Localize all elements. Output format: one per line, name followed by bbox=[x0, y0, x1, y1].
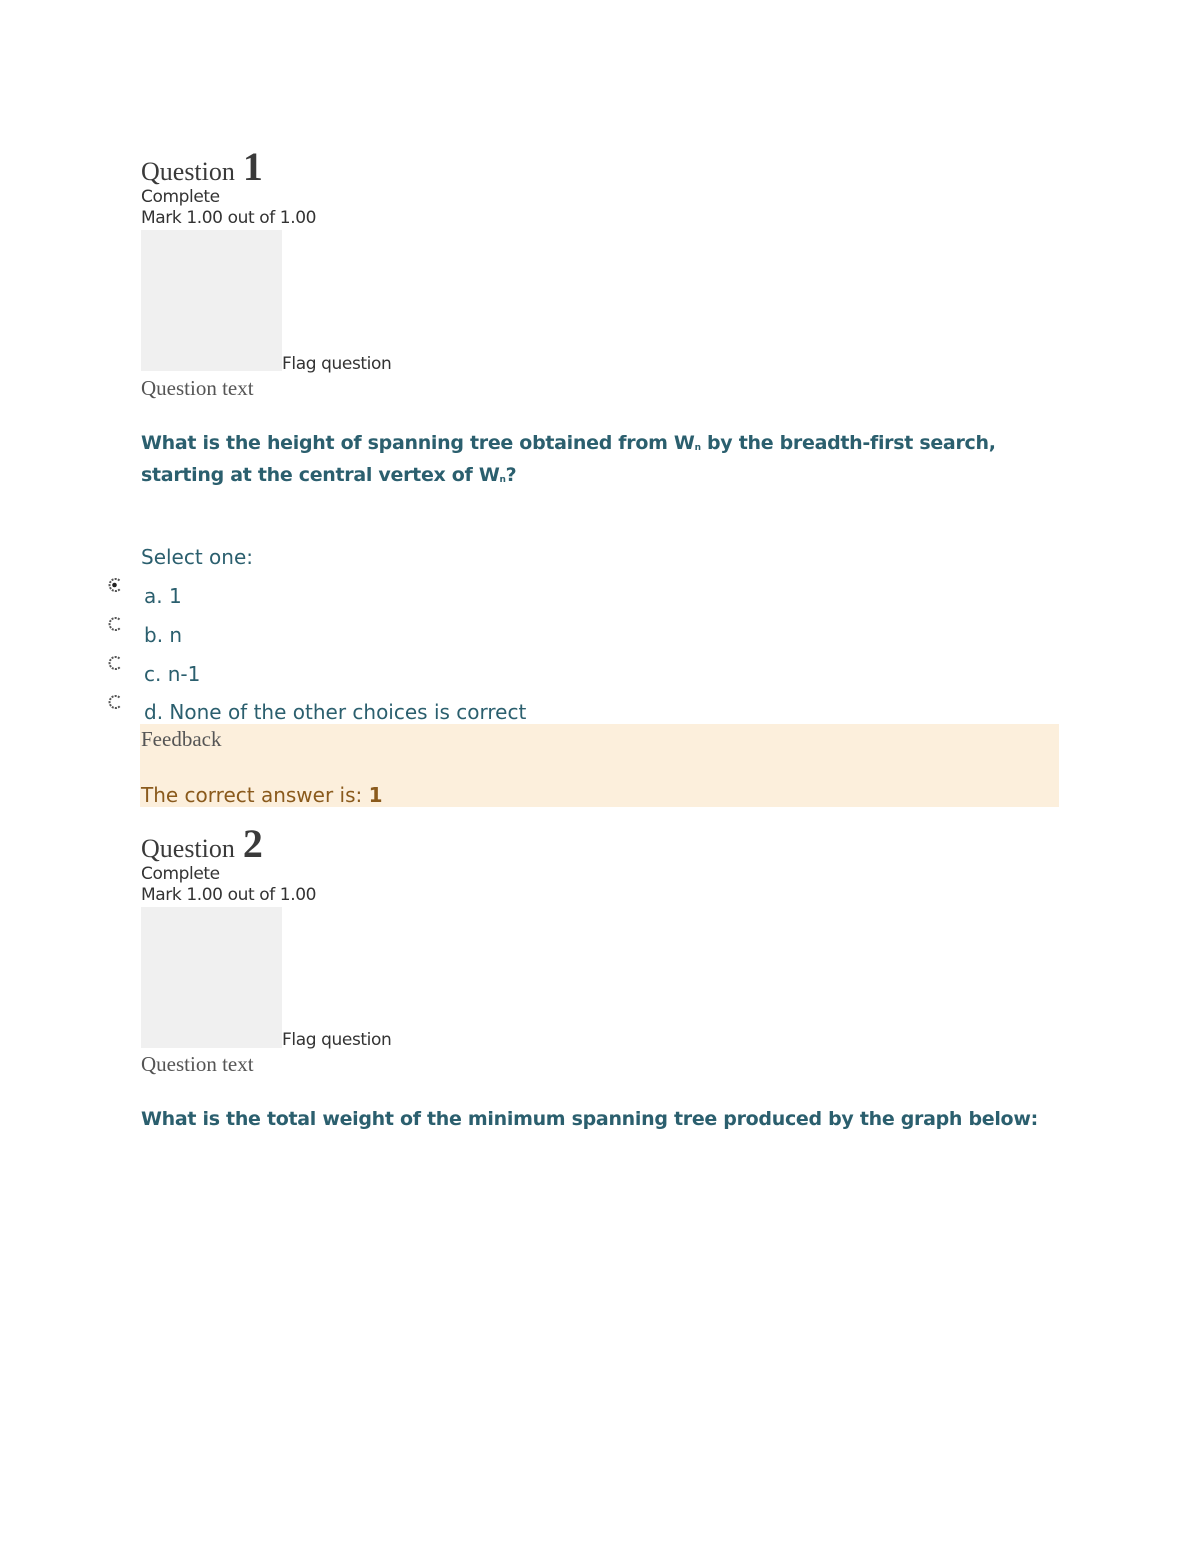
question-heading-number: 2 bbox=[242, 821, 263, 866]
question-2-heading bbox=[141, 820, 263, 867]
question-1-text bbox=[141, 430, 1061, 494]
radio-option-a[interactable] bbox=[107, 577, 123, 593]
question-2-text: What is the total weight of the minimum spanning tree produced by the graph below: bbox=[141, 1108, 1038, 1130]
flag-icon[interactable] bbox=[141, 230, 282, 371]
question-1-flag-link[interactable]: Flag question bbox=[282, 354, 392, 374]
option-d-label[interactable]: d. None of the other choices is correct bbox=[144, 700, 527, 724]
option-a-label[interactable]: a. 1 bbox=[144, 584, 182, 608]
radio-option-c[interactable] bbox=[107, 655, 123, 671]
question-1-grade: Mark 1.00 out of 1.00 bbox=[141, 208, 317, 228]
question-1-state: Complete bbox=[141, 187, 220, 207]
question-1-text-part3: ? bbox=[505, 464, 517, 486]
radio-option-b[interactable] bbox=[107, 616, 123, 632]
question-heading-word: Question bbox=[141, 834, 235, 863]
feedback-label: Feedback bbox=[141, 727, 222, 751]
question-1-text-sub2: n bbox=[499, 475, 506, 485]
right-answer-prefix: The correct answer is: bbox=[141, 783, 369, 807]
question-2-state: Complete bbox=[141, 864, 220, 884]
flag-icon[interactable] bbox=[141, 907, 282, 1048]
question-2-flag-link[interactable]: Flag question bbox=[282, 1030, 392, 1050]
question-heading-word: Question bbox=[141, 157, 235, 186]
right-answer bbox=[141, 783, 383, 807]
question-1-text-sub1: n bbox=[694, 443, 701, 453]
question-heading-number: 1 bbox=[242, 144, 263, 189]
option-b-label[interactable]: b. n bbox=[144, 623, 183, 647]
select-one-label: Select one: bbox=[141, 545, 254, 569]
question-1-text-label: Question text bbox=[141, 376, 254, 400]
question-1-heading bbox=[141, 143, 263, 190]
radio-option-d[interactable] bbox=[107, 694, 123, 710]
question-2-text-label: Question text bbox=[141, 1052, 254, 1076]
question-2-grade: Mark 1.00 out of 1.00 bbox=[141, 885, 317, 905]
question-1-text-part2: by the breadth-first search, starting at the central vertex of W bbox=[141, 432, 996, 486]
option-c-label[interactable]: c. n-1 bbox=[144, 662, 201, 686]
question-1-text-part1: What is the height of spanning tree obtained from W bbox=[141, 432, 695, 454]
right-answer-value: 1 bbox=[368, 783, 383, 807]
